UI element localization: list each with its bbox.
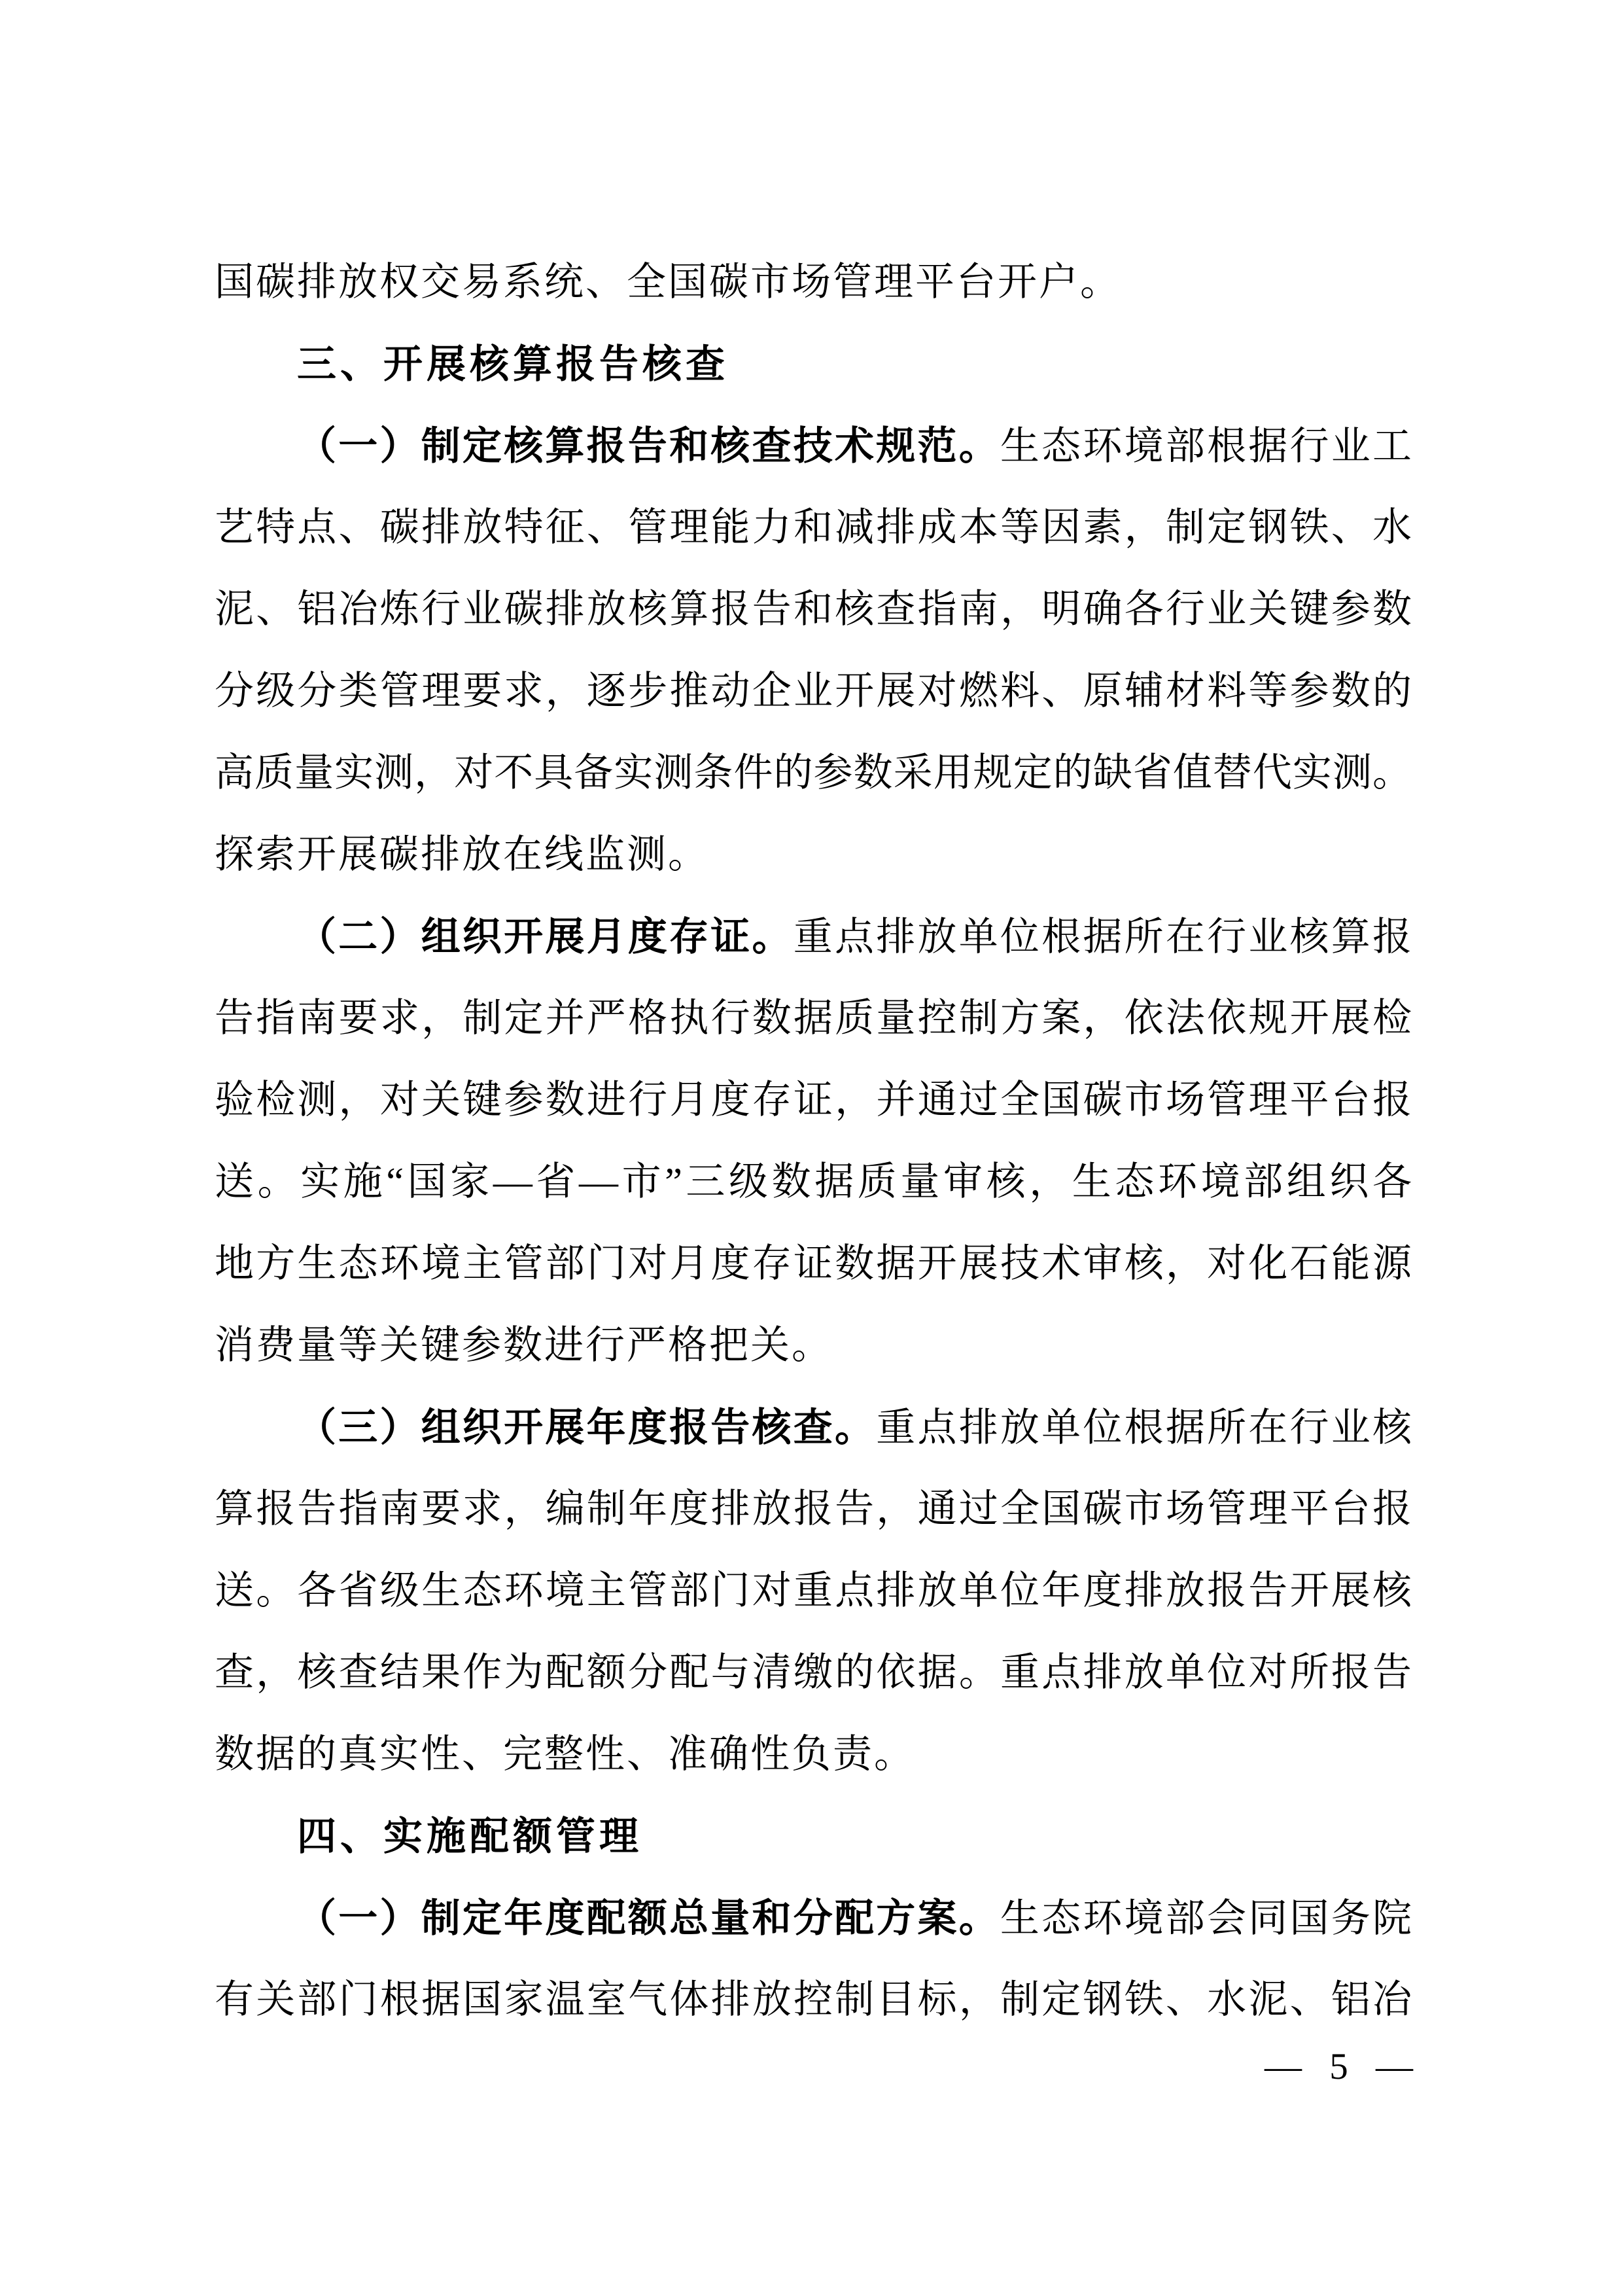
text-run: 数据的真实性、完整性、准确性负责。 (215, 1733, 915, 1776)
bold-text-run: 三、开展核算报告核查 (297, 342, 729, 386)
text-line (215, 1959, 1412, 2041)
text-run: 生态环境部会同国务院 (1000, 1897, 1412, 1940)
text-run: 艺特点、碳排放特征、管理能力和减排成本等因素，制定钢铁、水 (215, 506, 1412, 549)
text-run: 泥、铝冶炼行业碳排放核算报告和核查指南，明确各行业关键参数 (215, 588, 1412, 631)
text-line (215, 978, 1412, 1059)
section-heading (215, 1795, 1412, 1877)
text-line (215, 1223, 1412, 1305)
text-run: 消费量等关键参数进行严格把关。 (215, 1324, 833, 1367)
text-line (215, 1550, 1412, 1632)
page-footer (1265, 2048, 1413, 2085)
text-run: 算报告指南要求，编制年度排放报告，通过全国碳市场管理平台报 (215, 1487, 1412, 1530)
text-run: 送。实施“国家—省—市”三级数据质量审核，生态环境部组织各 (215, 1160, 1412, 1203)
text-line (215, 1305, 1412, 1386)
text-line (215, 896, 1412, 978)
page-number: — 5 — (1265, 2046, 1413, 2087)
text-line (215, 1632, 1412, 1714)
text-run: 探索开展碳排放在线监测。 (215, 833, 709, 876)
text-run: 高质量实测，对不具备实测条件的参数采用规定的缺省值替代实测。 (215, 751, 1412, 794)
bold-text-run: （三）组织开展年度报告核查。 (297, 1405, 877, 1449)
text-line (215, 1386, 1412, 1468)
text-run: 验检测，对关键参数进行月度存证，并通过全国碳市场管理平台报 (215, 1078, 1412, 1122)
text-run: 重点排放单位根据所在行业核算报 (793, 915, 1412, 959)
text-line (215, 1714, 1412, 1795)
text-line (215, 487, 1412, 569)
text-run: 分级分类管理要求，逐步推动企业开展对燃料、原辅材料等参数的 (215, 669, 1412, 713)
text-run: 国碳排放权交易系统、全国碳市场管理平台开户。 (215, 260, 1121, 304)
text-run: 告指南要求，制定并严格执行数据质量控制方案，依法依规开展检 (215, 997, 1412, 1040)
bold-text-run: 四、实施配额管理 (297, 1814, 642, 1858)
text-line (215, 650, 1412, 732)
text-run: 地方生态环境主管部门对月度存证数据开展技术审核，对化石能源 (215, 1242, 1412, 1285)
text-line (215, 814, 1412, 896)
text-run: 送。各省级生态环境主管部门对重点排放单位年度排放报告开展核 (215, 1569, 1412, 1612)
bold-text-run: （一）制定年度配额总量和分配方案。 (297, 1896, 1000, 1940)
text-line (215, 732, 1412, 814)
text-run: 生态环境部根据行业工 (1000, 425, 1412, 468)
text-line (215, 1877, 1412, 1959)
text-line (215, 241, 1412, 323)
bold-text-run: （一）制定核算报告和核查技术规范。 (297, 424, 1000, 468)
text-line (215, 1059, 1412, 1141)
text-line (215, 569, 1412, 650)
document-body (215, 241, 1412, 2041)
text-run: 查，核查结果作为配额分配与清缴的依据。重点排放单位对所报告 (215, 1651, 1412, 1694)
section-heading (215, 323, 1412, 405)
text-line (215, 405, 1412, 487)
text-run: 重点排放单位根据所在行业核 (876, 1406, 1412, 1449)
text-line (215, 1468, 1412, 1550)
bold-text-run: （二）组织开展月度存证。 (297, 915, 794, 959)
text-line (215, 1141, 1412, 1223)
text-run: 有关部门根据国家温室气体排放控制目标，制定钢铁、水泥、铝冶 (215, 1978, 1412, 2021)
